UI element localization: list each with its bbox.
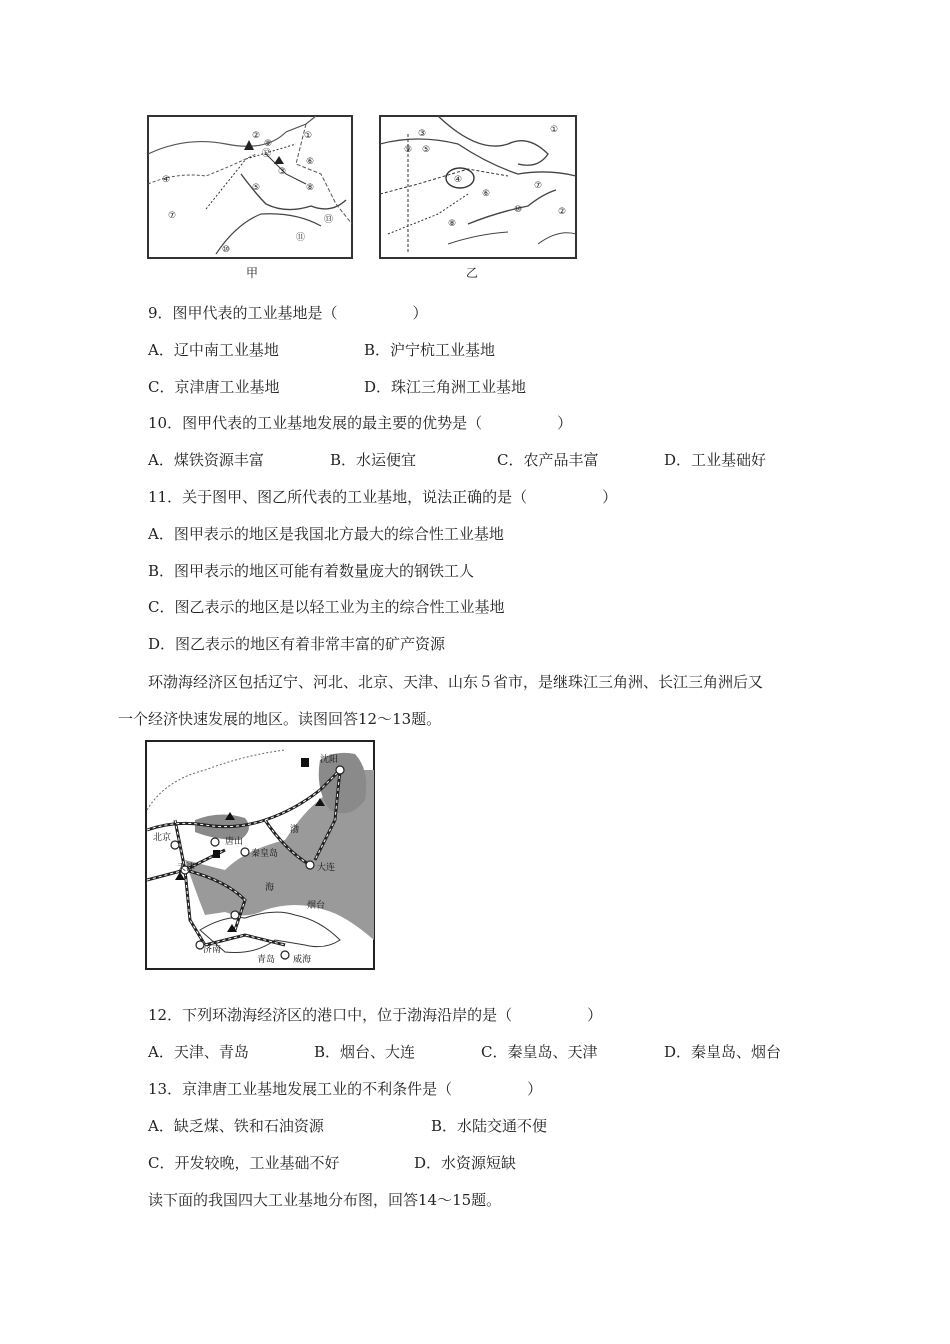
passage-line-1: 环渤海经济区包括辽宁、河北、北京、天津、山东５省市，是继珠江三角洲、长江三角洲后又 xyxy=(148,673,764,691)
q13-option-d: D．水资源短缺 xyxy=(414,1154,517,1172)
q12-stem: 12．下列环渤海经济区的港口中，位于渤海沿岸的是（ ） xyxy=(148,1006,603,1024)
q10-stem: 10．图甲代表的工业基地发展的最主要的优势是（ ） xyxy=(148,414,573,432)
svg-text:⑪: ⑪ xyxy=(296,233,306,243)
map-yi xyxy=(378,114,578,260)
q11-option-a: A．图甲表示的地区是我国北方最大的综合性工业基地 xyxy=(148,525,504,543)
label-tianjin: 天津 xyxy=(177,863,196,873)
svg-text:⑨: ⑨ xyxy=(404,145,413,155)
label-beijing: 北京 xyxy=(153,833,172,843)
q13-option-a: A．缺乏煤、铁和石油资源 xyxy=(148,1117,324,1135)
label-shenyang: 沈阳 xyxy=(320,755,339,765)
svg-text:⑫: ⑫ xyxy=(262,149,272,159)
q10-option-b: B．水运便宜 xyxy=(330,451,417,469)
svg-text:⑥: ⑥ xyxy=(482,189,491,199)
svg-text:①: ① xyxy=(304,131,313,141)
label-jinan: 济南 xyxy=(203,945,222,955)
svg-text:⑨: ⑨ xyxy=(264,139,273,149)
label-hai: 海 xyxy=(265,883,275,893)
q12-option-b: B．烟台、大连 xyxy=(314,1043,416,1061)
q9-option-c: C．京津唐工业基地 xyxy=(148,378,280,396)
svg-text:③: ③ xyxy=(418,129,427,139)
q11-option-d: D．图乙表示的地区有着非常丰富的矿产资源 xyxy=(148,635,446,653)
q13-stem: 13．京津唐工业基地发展工业的不利条件是（ ） xyxy=(148,1080,543,1098)
q9-option-d: D．珠江三角洲工业基地 xyxy=(364,378,527,396)
svg-text:③: ③ xyxy=(278,167,287,177)
svg-text:④: ④ xyxy=(454,175,463,185)
svg-text:⑬: ⑬ xyxy=(324,215,334,225)
svg-text:⑩: ⑩ xyxy=(514,205,523,215)
svg-text:⑦: ⑦ xyxy=(534,181,543,191)
q12-option-c: C．秦皇岛、天津 xyxy=(481,1043,598,1061)
q9-stem: 9．图甲代表的工业基地是（ ） xyxy=(148,304,428,322)
svg-text:①: ① xyxy=(550,125,559,135)
q11-stem: 11．关于图甲、图乙所代表的工业基地，说法正确的是（ ） xyxy=(148,488,618,506)
q10-option-a: A．煤铁资源丰富 xyxy=(148,451,264,469)
svg-text:④: ④ xyxy=(162,175,171,185)
map-jia xyxy=(146,114,354,260)
label-tangshan: 唐山 xyxy=(225,837,244,847)
svg-text:⑤: ⑤ xyxy=(252,183,261,193)
label-qingdao: 青岛 xyxy=(257,955,276,965)
svg-text:②: ② xyxy=(558,207,567,217)
q13-option-c: C．开发较晚，工业基础不好 xyxy=(148,1154,340,1172)
q11-option-b: B．图甲表示的地区可能有着数量庞大的钢铁工人 xyxy=(148,562,475,580)
caption-yi: 乙 xyxy=(466,266,479,280)
label-dalian: 大连 xyxy=(317,863,336,873)
svg-text:②: ② xyxy=(252,131,261,141)
svg-text:⑩: ⑩ xyxy=(222,245,231,255)
svg-text:⑧: ⑧ xyxy=(448,219,457,229)
label-weihai: 威海 xyxy=(293,955,312,965)
label-qinhuangdao: 秦皇岛 xyxy=(251,849,279,859)
q13-option-b: B．水陆交通不便 xyxy=(431,1117,548,1135)
closing-instruction: 读下面的我国四大工业基地分布图，回答14～15题。 xyxy=(148,1191,502,1209)
q10-option-c: C．农产品丰富 xyxy=(497,451,599,469)
svg-text:⑧: ⑧ xyxy=(306,183,315,193)
svg-text:⑥: ⑥ xyxy=(306,157,315,167)
map-bohai xyxy=(145,740,375,970)
q12-option-a: A．天津、青岛 xyxy=(148,1043,249,1061)
caption-jia: 甲 xyxy=(246,266,259,280)
q10-option-d: D．工业基础好 xyxy=(664,451,767,469)
label-bo: 渤 xyxy=(290,825,300,835)
q11-option-c: C．图乙表示的地区是以轻工业为主的综合性工业基地 xyxy=(148,598,505,616)
q9-option-b: B．沪宁杭工业基地 xyxy=(364,341,496,359)
svg-text:⑤: ⑤ xyxy=(422,145,431,155)
q12-option-d: D．秦皇岛、烟台 xyxy=(664,1043,782,1061)
label-yantai: 烟台 xyxy=(307,901,326,911)
svg-text:⑦: ⑦ xyxy=(168,211,177,221)
passage-line-2: 一个经济快速发展的地区。读图回答12～13题。 xyxy=(118,710,442,728)
q9-option-a: A．辽中南工业基地 xyxy=(148,341,279,359)
